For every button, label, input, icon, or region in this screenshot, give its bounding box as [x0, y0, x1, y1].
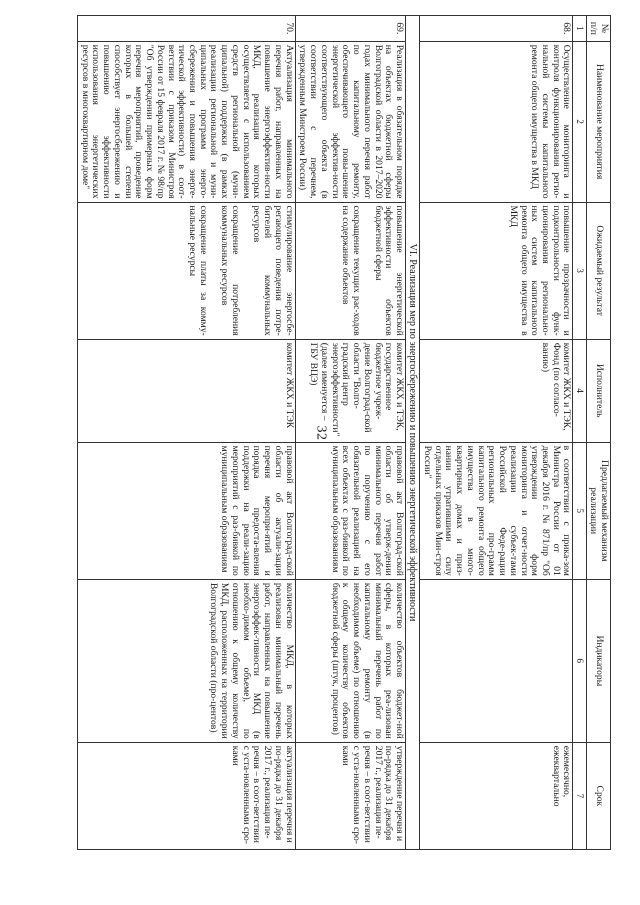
- column-number-row: [573, 16, 586, 850]
- header-result: Ожидаемый результат: [586, 202, 610, 339]
- deadline-cell: утверждение перечня и по-рядка до 31 декабря 2017 г., реализация пе-речня – в соот-ветствии с уста-новленными сро-ками: [295, 742, 405, 849]
- header-indicators: Индикаторы: [586, 579, 610, 742]
- row-number: 68.: [420, 16, 573, 42]
- row-number: 70.: [77, 16, 295, 42]
- executor-cell: комитет ЖКХ и ТЭК, Фонд (по согласо-ванию): [420, 339, 573, 442]
- executor-cell: комитет ЖКХ и ТЭК, государственное бюджетное учреж-дение Волгоград-ской области "Волго-градский центр энергоэффективности" (далее именуется – ГБУ ВЦЭ): [295, 339, 405, 442]
- column-number: 2: [573, 41, 586, 202]
- indicators-cell: количество объектов бюджет-ной сферы, в которых реа-лизован минимальный перечень работ по капитальному ремонту (в необходимом объеме) по отношению к общему количеству объектов бюджетной сферы (штук, процентов): [295, 579, 405, 742]
- indicators-cell: количество МКД, в которых реализован минимальный перечень работ, направленных на повышение энергоэффек-тивности МКД (в необхо-димом объеме), по отношению к общему количеству МКД, расположенных на территории Волгоградской области (про-центов): [77, 579, 295, 742]
- row-number: 69.: [295, 16, 405, 42]
- header-row: [586, 16, 610, 850]
- result-cell: повышение прозрачности и подконтрольности функ-ционирования регионально-ных систем капитального ремонта общего имущества в МКД: [420, 202, 573, 339]
- section-row: [405, 16, 419, 850]
- result-cell: стимулирование энергосбе-регающего поведения потре-бителей коммунальных ресурсов сокращение потребления коммунальных ресурсов сокращение платы за комму-нальные ресурсы: [77, 202, 295, 339]
- table-row: [295, 16, 405, 850]
- column-number: 3: [573, 202, 586, 339]
- program-table-rotated: [41, 15, 611, 850]
- column-number: 6: [573, 579, 586, 742]
- deadline-cell: ежемесячно, ежеквартально: [420, 742, 573, 849]
- header-mechanism: Предлагаемый механизм реализации: [586, 442, 610, 579]
- table-row: [77, 16, 295, 850]
- measure-cell: Реализация в обязательном порядке на объектах бюджетной сферы Волгоградской области в 2017–2020 годах минимального перечня работ по капитальному ремонту, обеспечивающего повы-шение энергетической эффектив-ности соответствующего объекта (в соответствии с перечнем, утвержденным Минстроем России): [295, 41, 405, 202]
- table-row: [420, 16, 573, 850]
- mechanism-cell: правовой акт Волгоград-ской области об актуали-зации перечня меропри-ятий и порядка предоста-вления поддержки на реали-зацию мероприятий с раз-бивкой по муниципальным образованиям: [77, 442, 295, 579]
- mechanism-cell: правовой акт Волгоград-ской области об утверж-дении минимального перечня работ по поручению с его обязательной реализацией на всех объектах с раз-бивкой по муниципальным образованиям: [295, 442, 405, 579]
- measure-cell: Осуществление мониторинга и контроля функционирования регио-нальной системы капитального ремонта общего имущества в МКД: [420, 41, 573, 202]
- column-number: 7: [573, 742, 586, 849]
- indicators-cell: [420, 579, 573, 742]
- column-number: 1: [573, 16, 586, 42]
- page-number: 32: [313, 425, 329, 441]
- measure-cell: Актуализация минимального перечня работ, направленных на повышение энергоэффектив-ности МКД, реализация которых осуществляется с использованием средств региональной (муни-ципальной) поддержки (в рамках реализации региональной и муни-ципальных программ энерго-сбережения и повышения энерге-тической эффективности) в соот-ветствии с приказом Министроя России от 15 февраля 2017 г. № 98/пр "Об утверждении примерных форм перечня мероприятий, проведение которых в большей степени способствует энергосбережению и повышению эффективности использования энергетических ресурсов в многоквартирном доме": [77, 41, 295, 202]
- mechanism-cell: в соответствии с прика-зом Министра России от 01 декабря 2016 г. № 871/пр "Об утверждении форм мониторинга и отчет-ности реализации субъек-тами Российской Феде-рации региональных про-грамм капитального ремонта общего имущества в много-квартирных домах и приз-нании утратившими силу отдельных приказов Мин-строя России": [420, 442, 573, 579]
- deadline-cell: актуализация перечня и по-рядка до 31 декабря 2017 г., реализация пе-речня – в соот-ветствии с уста-новленными сро-ками: [77, 742, 295, 849]
- section-title: VI. Реализация мер по энергосбережению и повышению энергетической эффективности: [405, 16, 419, 850]
- column-number: 5: [573, 442, 586, 579]
- header-deadline: Срок: [586, 742, 610, 849]
- header-measure: Наименование мероприятия: [586, 41, 610, 202]
- header-executor: Исполнитель: [586, 339, 610, 442]
- result-cell: повышение энергетической эффективности объектов бюджетной сферы сокращение текущих рас-ходов на содержание объектов: [295, 202, 405, 339]
- executor-cell: комитет ЖКХ и ТЭК: [77, 339, 295, 442]
- program-table: [77, 15, 611, 850]
- column-number: 4: [573, 339, 586, 442]
- header-num: № п/п: [586, 16, 610, 42]
